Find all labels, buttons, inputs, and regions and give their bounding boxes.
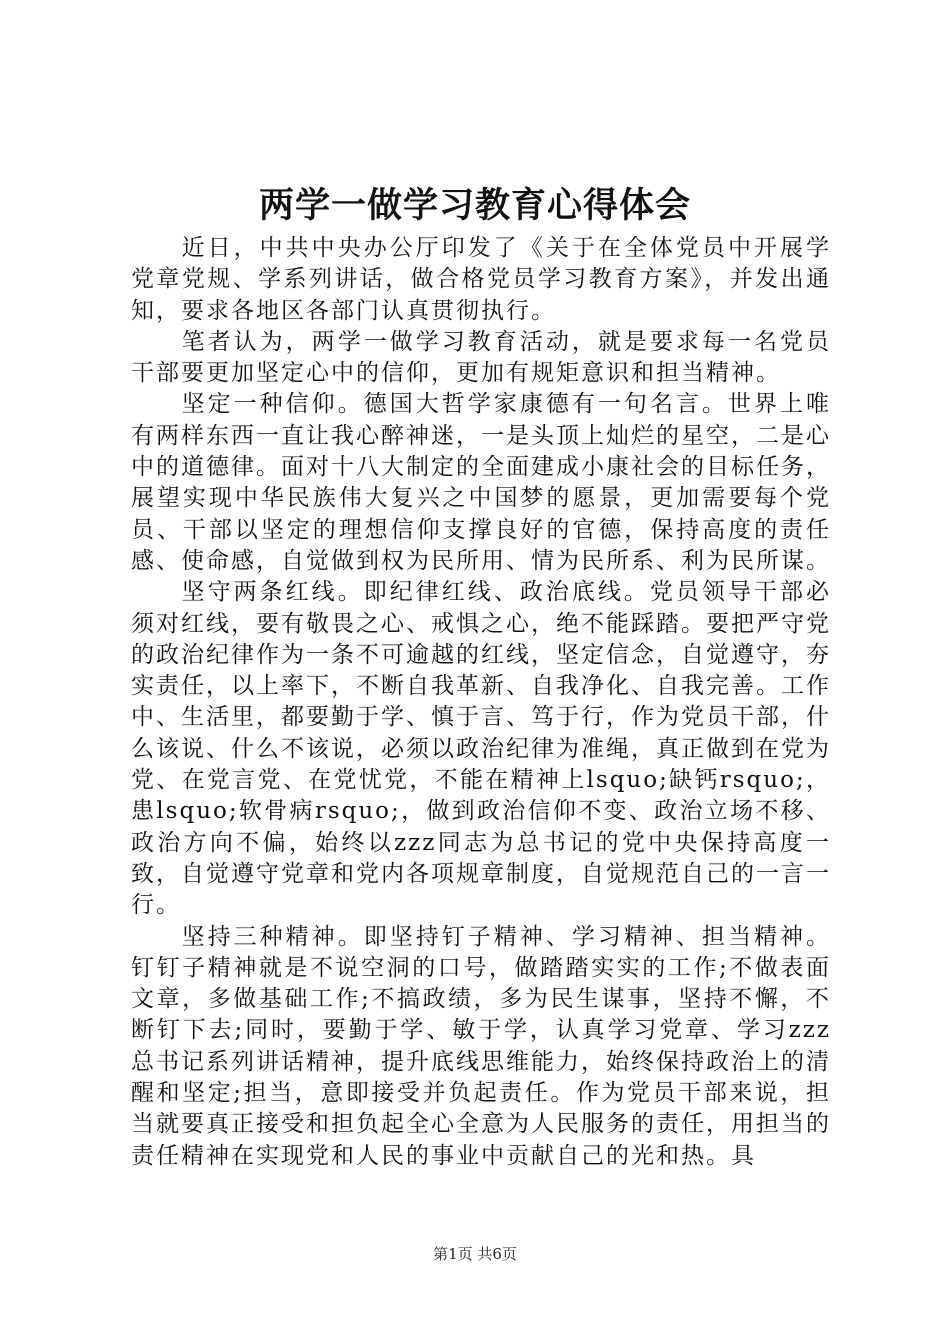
- paragraph-red-lines: 坚守两条红线。即纪律红线、政治底线。党员领导干部必须对红线，要有敬畏之心、戒惧之心，绝不能踩踏。要把严守党的政治纪律作为一条不可逾越的红线，坚定信念，自觉遵守，夯实责任，以上率下，不断自我革新、自我净化、自我完善。工作中、生活里，都要勤于学、慎于言、笃于行，作为党员干部，什么该说、什么不该说，必须以政治纪律为准绳，真正做到在党为党、在党言党、在党忧党，不能在精神上lsquo;缺钙rsquo;，患lsquo;软骨病rsquo;，做到政治信仰不变、政治立场不移、政治方向不偏，始终以zzz同志为总书记的党中央保持高度一致，自觉遵守党章和党内各项规章制度，自觉规范自己的一言一行。: [131, 579, 831, 919]
- document-body: [131, 233, 831, 1172]
- paragraph-belief: 坚定一种信仰。德国大哲学家康德有一句名言。世界上唯有两样东西一直让我心醉神迷，一是头顶上灿烂的星空，二是心中的道德律。面对十八大制定的全面建成小康社会的目标任务，展望实现中华民族伟大复兴之中国梦的愿景，更加需要每个党员、干部以坚定的理想信仰支撑良好的官德，保持高度的责任感、使命感，自觉做到权为民所用、情为民所系、利为民所谋。: [131, 391, 831, 574]
- page-number-footer: 第1页 共6页: [433, 1245, 517, 1263]
- paragraph-three-spirits: 坚持三种精神。即坚持钉子精神、学习精神、担当精神。钉钉子精神就是不说空洞的口号，做踏踏实实的工作;不做表面文章，多做基础工作;不搞政绩，多为民生谋事，坚持不懈，不断钉下去;同时，要勤于学、敏于学，认真学习党章、学习zzz总书记系列讲话精神，提升底线思维能力，始终保持政治上的清醒和坚定;担当，意即接受并负起责任。作为党员干部来说，担当就要真正接受和担负起全心全意为人民服务的责任，用担当的责任精神在实现党和人民的事业中贡献自己的光和热。具: [131, 923, 831, 1169]
- paragraph-intro: 近日，中共中央办公厅印发了《关于在全体党员中开展学党章党规、学系列讲话，做合格党员学习教育方案》，并发出通知，要求各地区各部门认真贯彻执行。: [131, 235, 831, 324]
- document-title: 两学一做学习教育心得体会: [258, 185, 691, 226]
- paragraph-opinion: 笔者认为，两学一做学习教育活动，就是要求每一名党员干部要更加坚定心中的信仰，更加有规矩意识和担当精神。: [131, 328, 831, 387]
